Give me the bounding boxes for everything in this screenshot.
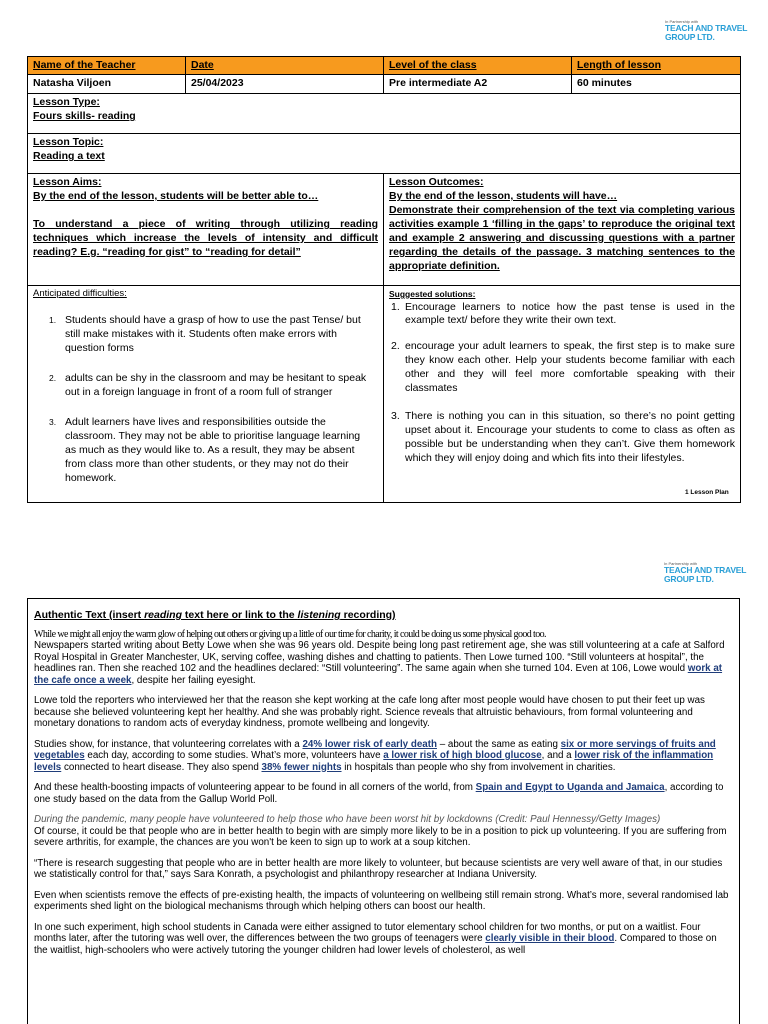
paragraph: And these health-boosting impacts of volunteering appear to be found in all corners of the world, from Spain and Egypt to Uganda and Jamaica, according to one study based on the data from the Gallup World Poll. [34,782,724,805]
difficulties-label: Anticipated difficulties: [33,288,127,299]
logo-name-line1: TEACH AND TRAVEL [665,23,748,33]
paragraph: Of course, it could be that people who are in better health to begin with are simply more likely to be in a position to pick up volunteering. If you are suffering from severe arthritis, for example, the chances are you won't be keen to sign up to work at a soup kitchen. [34,825,727,848]
list-item: 2. adults can be shy in the classroom and may be hesitant to speak out in a foreign language in front of a room full of stranger [49,372,367,398]
list-item: 2. encourage your adult learners to speak, the first step is to make sure they know each other. Help your students become familiar with each other and they will feel more comfortable speaking with their classmates [391,340,735,394]
date-label-cell: Date [186,57,384,75]
logo-name-line2: GROUP LTD. [664,574,714,584]
article-link[interactable]: Spain and Egypt to Uganda and Jamaica [475,782,665,793]
solutions-label: Suggested solutions: [389,289,476,299]
level-label-cell: Level of the class [384,57,572,75]
lesson-topic-label: Lesson Topic: [33,136,104,148]
lesson-length: 60 minutes [572,75,741,94]
list-item: 1. Students should have a grasp of how to use the past Tense/ but still make mistakes with it. Students often make errors with question forms [49,314,361,354]
paragraph: “There is research suggesting that people who are in better health are more likely to volunteer, but because scientists are very well aware of that, in our studies we statistically control for that,” says Sara Konrath, a psychologist and philanthropy researcher at Indiana University. [34,857,723,880]
paragraph: Even when scientists remove the effects of pre-existing health, the impacts of volunteering on wellbeing still remain strong. What’s more, several randomised lab experiments shed light on the biological mechanisms through which helping others can boost our health. [34,889,729,912]
lesson-type-row [28,94,741,134]
aims-text: To understand a piece of writing through utilizing reading techniques which increase the levels of intensity and difficult reading? E.g. “reading for gist” to “reading for detail” [33,218,378,258]
solutions-cell [384,286,741,503]
company-logo [664,561,747,584]
lesson-type-value: Fours skills- reading [33,110,136,122]
values-row [28,75,741,94]
logo-tagline: In Partnership with [665,19,699,24]
lesson-topic-row [28,134,741,174]
teacher-name: Natasha Viljoen [28,75,186,94]
teacher-label-cell: Name of the Teacher [28,57,186,75]
aims-label: Lesson Aims: [33,176,102,188]
difficulties-solutions-row [28,286,741,503]
aims-outcomes-row [28,174,741,286]
logo-name-line2: GROUP LTD. [665,32,715,42]
list-item: 3. Adult learners have lives and responsibilities outside the classroom. They may not be able to prioritise language learning as much as they would like to. As a result, they may be absent from class more than other students, or they may not do their homework. [49,416,361,484]
lesson-topic-value: Reading a text [33,150,105,162]
difficulties-list [33,313,378,485]
outcomes-cell [384,174,741,286]
logo-tagline: In Partnership with [664,561,698,566]
article-link[interactable]: 24% lower risk of early death [302,738,437,750]
paragraph: Newspapers started writing about Betty Lowe when she was 96 years old. Despite being long past retirement age, she was still volunteering at a cafe at Salford Royal Hospital in Greater Manchester, UK, serving coffee, washing dishes and chatting to patients. Then Lowe turned 100. “Still volunteers at hospital”, the headlines ran. Then she reached 102 and the headlines declared: “Still volunteering”. The same again when she turned 104. Even at 106, Lowe would work at the cafe once a week, despite her failing eyesight. [34,640,725,686]
logo-name-line1: TEACH AND TRAVEL [664,565,747,575]
article-link[interactable]: work at the cafe once a week [34,663,723,686]
article-link[interactable]: 38% fewer nights [261,761,342,773]
paragraph: Lowe told the reporters who interviewed her that the reason she kept working at the cafe long after most people would have chosen to put their feet up was because she believed volunteering kept her healthy. And she was probably right. Science reveals that altruistic behaviours, from formal volunteering and monetary donations to random acts of everyday kindness, promote wellbeing and longevity. [34,695,705,729]
header-row [28,57,741,75]
difficulties-cell [28,286,384,503]
authentic-text-box [27,598,740,1024]
aims-intro: By the end of the lesson, students will be better able to… [33,190,319,202]
aims-cell [28,174,384,286]
lesson-date: 25/04/2023 [186,75,384,94]
list-item: 3. There is nothing you can in this situation, so there’s no point getting upset about it. Encourage your students to come to class as often as possible but be understanding when they can’t. Give them homework which they will enjoy doing and which fits into their lifestyles. [391,410,735,464]
outcomes-text: Demonstrate their comprehension of the text via completing various activities example 1 ‘filling in the gaps’ to reproduce the original text and example 2 answering and discussing questions with a partner regarding the details of the passage. 3 matching sentences to the appropriate definition. [389,204,735,272]
class-level: Pre intermediate A2 [384,75,572,94]
company-logo [665,19,748,42]
intro-line: While we might all enjoy the warm glow of helping out others or giving up a little of our time for charity, it could be doing us some physical good too. [34,628,546,640]
lesson-plan-table [27,56,741,503]
outcomes-label: Lesson Outcomes: [389,176,484,188]
image-caption: During the pandemic, many people have volunteered to help those who have been worst hit by lockdowns (Credit: Paul Hennessy/Getty Images) [34,814,661,825]
lesson-type-label: Lesson Type: [33,96,100,108]
paragraph: In one such experiment, high school students in Canada were either assigned to tutor elementary school children for two months, or put on a waitlist. Four months later, after the tutoring was well over, the differences between the two groups of teenagers were clearly visible in their blood. Compared to those on the waitlist, high-schoolers who were actively tutoring the younger children had lower levels of cholesterol, as well [34,921,717,956]
authentic-text-title: Authentic Text (insert reading text here or link to the listening recording) [34,609,396,621]
article-link[interactable]: a lower risk of high blood glucose [383,750,542,761]
article-link[interactable]: lower risk of the inflammation levels [34,750,714,773]
page-footer: 1 Lesson Plan [685,489,729,496]
paragraph: Studies show, for instance, that volunteering correlates with a 24% lower risk of early death – about the same as eating six or more servings of fruits and vegetables each day, according to some studies. What’s more, volunteers have a lower risk of high blood glucose, and a lower risk of the inflammation levels connected to heart disease. They also spend 38% fewer nights in hospitals than people who shy from involvement in charities. [34,738,716,773]
article-link[interactable]: six or more servings of fruits and vegetables [34,738,716,761]
length-label-cell: Length of lesson [572,57,741,75]
solutions-list [389,301,735,465]
list-item: 1. Encourage learners to notice how the past tense is used in the example text/ before they write their own text. [391,301,735,326]
outcomes-intro: By the end of the lesson, students will have… [389,190,618,202]
article-link[interactable]: clearly visible in their blood [485,933,615,944]
